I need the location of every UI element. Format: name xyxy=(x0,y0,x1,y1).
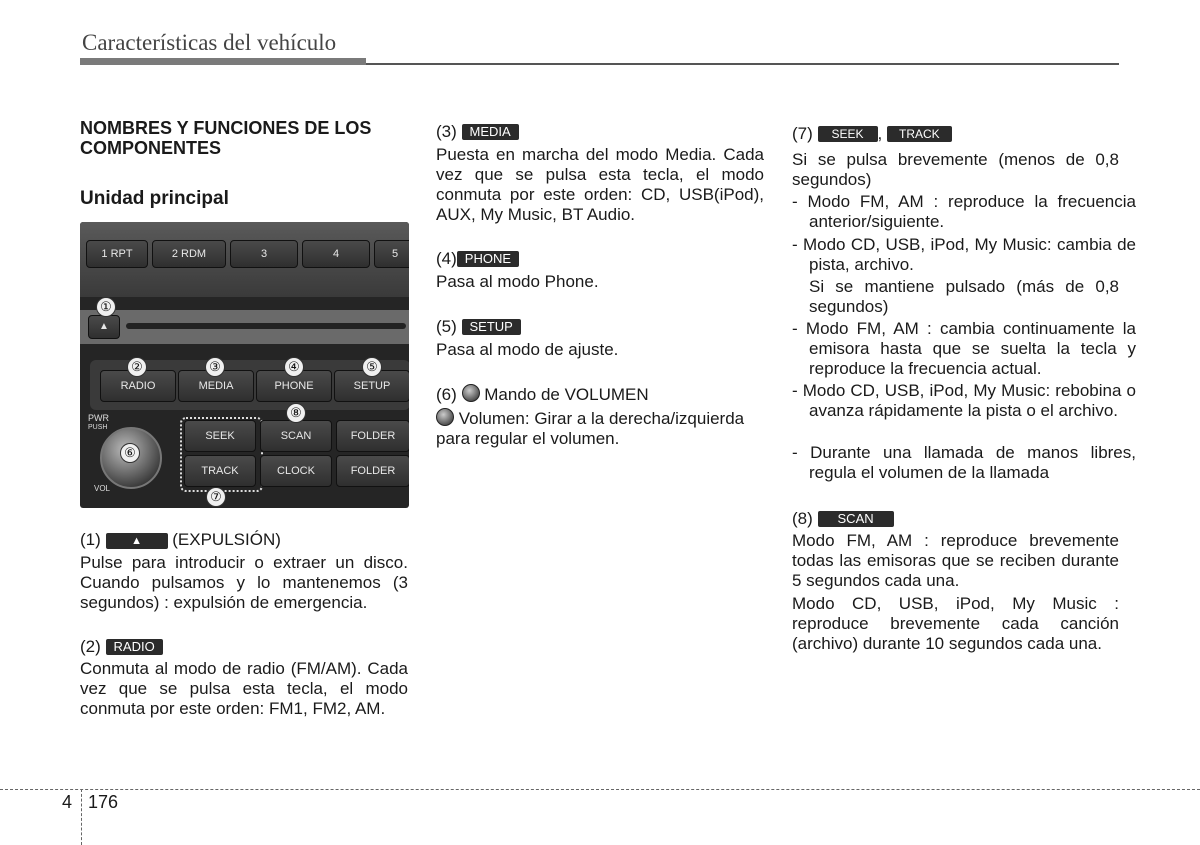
item-7-bullet-4: - Modo CD, USB, iPod, My Music: rebobina o avanza rápidamente la pista o el archivo. xyxy=(792,381,1136,420)
scan-button: SCAN xyxy=(260,420,332,452)
item-7-prefix: (7) xyxy=(792,124,813,143)
item-6-text: Volumen: Girar a la derecha/izquierda para regular el volumen. xyxy=(436,409,745,448)
preset-2-button: 2 RDM xyxy=(152,240,226,268)
item-5-header xyxy=(436,317,521,337)
item-2-prefix: (2) xyxy=(80,637,101,656)
item-8-header xyxy=(792,509,894,529)
subsection-heading: Unidad principal xyxy=(80,188,229,209)
radio-mode-button: RADIO xyxy=(100,370,176,402)
item-3-prefix: (3) xyxy=(436,122,457,141)
scan-badge: SCAN xyxy=(818,511,894,527)
item-4-prefix: (4) xyxy=(436,249,457,268)
item-5-text: Pasa al modo de ajuste. xyxy=(436,340,619,359)
folder-up-button: FOLDER xyxy=(336,420,409,452)
item-7-header xyxy=(792,124,952,144)
item-2-text: Conmuta al modo de radio (FM/AM). Cada vez que se pulsa esta tecla, el modo conmuta por este orden: FM1, FM2, AM. xyxy=(80,659,408,718)
footer-divider xyxy=(81,789,82,845)
item-1-prefix: (1) xyxy=(80,530,101,549)
track-badge: TRACK xyxy=(887,126,952,142)
item-8-prefix: (8) xyxy=(792,509,813,528)
pwr-label: PWR xyxy=(88,413,109,423)
callout-1: ① xyxy=(96,297,116,317)
media-mode-button: MEDIA xyxy=(178,370,254,402)
callout-5: ⑤ xyxy=(362,357,382,377)
item-1-suffix: (EXPULSIÓN) xyxy=(172,530,281,549)
seek-button: SEEK xyxy=(184,420,256,452)
item-3-text: Puesta en marcha del modo Media. Cada vez que se pulsa esta tecla, el modo conmuta por este orden: CD, USB(iPod), AUX, My Music, BT Audio. xyxy=(436,145,764,224)
volume-knob-icon xyxy=(436,408,454,426)
setup-badge: SETUP xyxy=(462,319,521,335)
item-7-bullet-2: - Modo CD, USB, iPod, My Music: cambia de pista, archivo. xyxy=(792,235,1136,274)
item-7-intro: Si se pulsa brevemente (menos de 0,8 segundos) xyxy=(792,150,1119,189)
callout-4: ④ xyxy=(284,357,304,377)
item-6-header xyxy=(436,384,649,405)
item-2-header xyxy=(80,637,163,657)
item-7-bullet-5: - Durante una llamada de manos libres, regula el volumen de la llamada xyxy=(792,443,1136,482)
preset-3-button: 3 xyxy=(230,240,298,268)
seek-badge: SEEK xyxy=(818,126,878,142)
vol-label: VOL xyxy=(94,484,111,493)
item-7-bullet-3: - Modo FM, AM : cambia continuamente la emisora hasta que se suelta la tecla y reproduce la frecuencia actual. xyxy=(792,319,1136,378)
item-5-prefix: (5) xyxy=(436,317,457,336)
preset-5-button: 5 xyxy=(374,240,409,268)
folder-down-button: FOLDER xyxy=(336,455,409,487)
item-4-text: Pasa al modo Phone. xyxy=(436,272,599,291)
item-6-prefix: (6) xyxy=(436,385,457,404)
head-unit-image xyxy=(80,222,409,508)
item-7-hold-note: Si se mantiene pulsado (más de 0,8 segundos) xyxy=(809,277,1119,316)
eject-icon: ▲ xyxy=(106,533,168,549)
item-8-text-1: Modo FM, AM : reproduce brevemente todas las emisoras que se reciben durante 5 segundos cada una. xyxy=(792,531,1119,590)
header-rule-thick xyxy=(80,58,366,65)
item-4-header xyxy=(436,249,519,269)
phone-mode-button: PHONE xyxy=(256,370,332,402)
item-7-bullet-1: - Modo FM, AM : reproduce la frecuencia anterior/siguiente. xyxy=(792,192,1136,231)
item-6-title: Mando de VOLUMEN xyxy=(484,385,649,404)
callout-8: ⑧ xyxy=(286,403,306,423)
footer-rule xyxy=(0,789,1200,790)
callout-2: ② xyxy=(127,357,147,377)
header-rule-thin xyxy=(366,63,1119,65)
radio-badge: RADIO xyxy=(106,639,163,655)
item-1-text: Pulse para introducir o extraer un disco. Cuando pulsamos y lo mantenemos (3 segundos) : expulsión de emergencia. xyxy=(80,553,408,612)
chapter-number: 4 xyxy=(62,792,73,812)
item-6-body xyxy=(436,408,766,449)
callout-7: ⑦ xyxy=(206,487,226,507)
preset-4-button: 4 xyxy=(302,240,370,268)
page-number: 176 xyxy=(88,792,119,812)
item-8-text-2: Modo CD, USB, iPod, My Music : reproduce brevemente cada canción (archivo) durante 10 segundos cada una. xyxy=(792,594,1119,653)
item-3-header xyxy=(436,122,519,142)
callout-3: ③ xyxy=(205,357,225,377)
page-header-title: Características del vehículo xyxy=(82,30,337,55)
disc-slot xyxy=(126,323,406,329)
item-7-comma: , xyxy=(877,124,883,143)
media-badge: MEDIA xyxy=(462,124,519,140)
section-heading: NOMBRES Y FUNCIONES DE LOS COMPONENTES xyxy=(80,118,372,158)
clock-button: CLOCK xyxy=(260,455,332,487)
push-label: PUSH xyxy=(88,424,108,431)
track-button: TRACK xyxy=(184,455,256,487)
phone-badge: PHONE xyxy=(457,251,519,267)
eject-button: ▲ xyxy=(88,315,120,339)
volume-knob-icon xyxy=(462,384,480,402)
setup-mode-button: SETUP xyxy=(334,370,409,402)
preset-1-button: 1 RPT xyxy=(86,240,148,268)
callout-6: ⑥ xyxy=(120,443,140,463)
item-1-header xyxy=(80,530,410,550)
